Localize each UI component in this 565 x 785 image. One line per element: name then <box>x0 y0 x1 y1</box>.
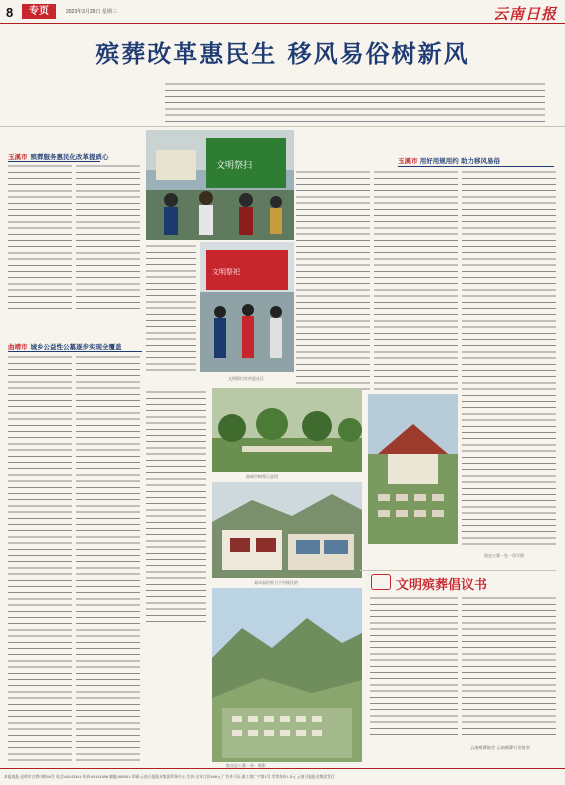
page-section-tag: 专页 <box>22 4 56 19</box>
article-text <box>374 170 458 390</box>
photo-village-wall <box>212 482 362 578</box>
document-icon <box>371 574 391 590</box>
photo-caption: 曲靖市树葬示意图 <box>246 474 278 479</box>
issue-date: 2023年3月29日 星期三 <box>66 9 117 15</box>
photo-campaign-poster <box>200 242 294 372</box>
section-heading-qujing: 曲靖市 城乡公益性公墓逐步实现全覆盖 <box>8 343 122 351</box>
divider <box>8 351 142 352</box>
photo-tree-burial <box>212 388 362 472</box>
divider <box>0 126 565 127</box>
article-text <box>8 164 72 314</box>
photo-caption: 文明祭扫宣传进社区 <box>228 376 264 381</box>
photo-community-event <box>146 130 294 240</box>
page-number: 8 <box>6 5 14 20</box>
divider <box>398 166 554 167</box>
article-text <box>296 170 370 390</box>
page-footer: 本报地址:昆明市白塔中路16号 电话:64143341 传真:64141898 邮编:650051 印刷:云南日报报业集团印务中心 定价:全年订价468元 广告许可证:滇工商广字第1号 零售每份1.5元 云南日报报业集团发行 <box>0 768 565 785</box>
article-text <box>76 164 140 314</box>
divider <box>8 161 100 162</box>
initiative-text <box>462 596 556 740</box>
page-header <box>0 0 565 24</box>
feature-lead <box>165 82 545 122</box>
photo-caption: 易风易俗致力于村规民约 <box>254 580 298 585</box>
svg-text:文明祭祀: 文明祭祀 <box>212 268 240 276</box>
initiative-text <box>370 596 458 740</box>
photo-caption: 陆良县公墓一角 · 摄影 <box>226 763 266 768</box>
photo-cemetery-mountain <box>212 588 362 762</box>
initiative-title: 文明殡葬倡议书 <box>396 578 488 593</box>
newspaper-masthead: 云南日报 <box>492 5 557 23</box>
article-text <box>462 170 556 550</box>
section-heading-jiangchuan: 玉溪市 殡葬服务惠民化改革提质心 <box>8 153 109 161</box>
article-text <box>146 244 196 376</box>
svg-text:文明祭扫: 文明祭扫 <box>216 161 253 171</box>
section-heading-wenshan: 玉溪市 用好用规用约 助力移风易俗 <box>398 157 501 165</box>
article-text <box>8 355 72 763</box>
article-text <box>76 355 140 763</box>
divider <box>360 570 556 571</box>
feature-title: 殡葬改革惠民生 移风易俗树新风 <box>95 40 470 68</box>
initiative-author: 云南殡葬协会 云南殡葬行业协会 <box>470 745 530 750</box>
photo-memorial-park <box>368 394 458 544</box>
article-text <box>146 390 206 625</box>
photo-caption: 现在公墓一处一角写照 <box>484 553 524 558</box>
